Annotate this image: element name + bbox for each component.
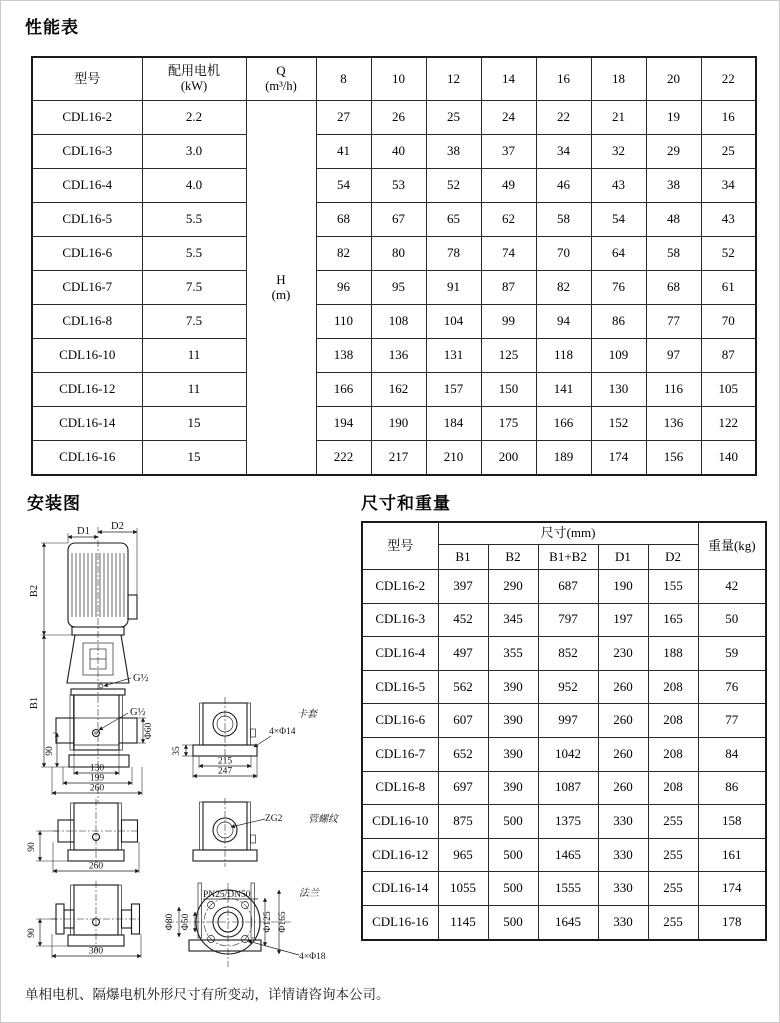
cell-head: 67	[371, 203, 426, 237]
performance-table-header	[32, 57, 756, 101]
dim-90-3-label: 90	[27, 928, 37, 938]
cell-model: CDL16-12	[32, 373, 142, 407]
cell-weight: 59	[698, 637, 766, 671]
header-row	[32, 57, 756, 101]
g-half-mid-label: G½	[130, 707, 146, 718]
cell-power: 5.5	[142, 237, 246, 271]
table-row	[362, 737, 766, 771]
cell-d2: 208	[648, 670, 698, 704]
cell-head: 24	[481, 101, 536, 135]
cell-d1: 260	[598, 704, 648, 738]
cell-head: 32	[591, 135, 646, 169]
installation-section-title: 安装图	[27, 494, 81, 513]
cell-head: 22	[536, 101, 591, 135]
cell-head: 217	[371, 441, 426, 476]
cell-b1: 697	[438, 771, 488, 805]
cell-head: 109	[591, 339, 646, 373]
cell-head: 53	[371, 169, 426, 203]
cell-head: 97	[646, 339, 701, 373]
thread-connection-label: 管螺纹	[308, 814, 338, 825]
cell-head: 91	[426, 271, 481, 305]
q-unit: (m³/h)	[265, 79, 297, 94]
col-header-weight: 重量(kg)	[698, 522, 766, 570]
cell-b1: 875	[438, 805, 488, 839]
table-row	[362, 637, 766, 671]
flange-detail-view	[165, 883, 326, 967]
cell-head: 54	[316, 169, 371, 203]
cell-head: 110	[316, 305, 371, 339]
cell-head: 152	[591, 407, 646, 441]
cell-head: 78	[426, 237, 481, 271]
cell-model: CDL16-8	[32, 305, 142, 339]
cell-d1: 330	[598, 838, 648, 872]
cell-head: 94	[536, 305, 591, 339]
cell-d2: 208	[648, 771, 698, 805]
cell-b2: 500	[488, 905, 538, 939]
cell-d1: 260	[598, 771, 648, 805]
cell-model: CDL16-3	[362, 603, 438, 637]
performance-section-title: 性能表	[25, 18, 79, 37]
h-label: H	[276, 271, 286, 287]
dim-130-label: 130	[89, 763, 105, 774]
table-row	[362, 805, 766, 839]
cell-b1b2: 952	[538, 670, 598, 704]
dim-phi165-label: Φ165	[278, 911, 288, 933]
cell-b1b2: 1375	[538, 805, 598, 839]
cell-power: 11	[142, 373, 246, 407]
performance-table-body	[32, 101, 756, 476]
cell-head: 131	[426, 339, 481, 373]
cell-head: 82	[536, 271, 591, 305]
cell-head: 76	[591, 271, 646, 305]
cell-model: CDL16-10	[32, 339, 142, 373]
cell-head: 16	[701, 101, 756, 135]
cell-head: 43	[701, 203, 756, 237]
cell-power: 5.5	[142, 203, 246, 237]
cell-head: 99	[481, 305, 536, 339]
cell-d1: 260	[598, 737, 648, 771]
cell-b2: 390	[488, 737, 538, 771]
cell-weight: 86	[698, 771, 766, 805]
cell-head: 166	[536, 407, 591, 441]
cell-b1b2: 1087	[538, 771, 598, 805]
table-row	[32, 169, 756, 203]
col-header-flow	[246, 57, 316, 101]
cell-weight: 50	[698, 603, 766, 637]
sub-col-b2: B2	[488, 545, 538, 570]
pump-base-view-1	[27, 799, 140, 873]
cell-head: 189	[536, 441, 591, 476]
cell-head: 38	[426, 135, 481, 169]
cell-d2: 155	[648, 570, 698, 604]
table-row	[362, 838, 766, 872]
cell-head: 37	[481, 135, 536, 169]
cell-d2: 165	[648, 603, 698, 637]
cell-model: CDL16-5	[362, 670, 438, 704]
cell-weight: 76	[698, 670, 766, 704]
cell-model: CDL16-14	[32, 407, 142, 441]
cell-b1: 607	[438, 704, 488, 738]
table-row	[362, 771, 766, 805]
cell-head: 26	[371, 101, 426, 135]
cell-b1b2: 1645	[538, 905, 598, 939]
cell-b1b2: 797	[538, 603, 598, 637]
cell-model: CDL16-3	[32, 135, 142, 169]
dimensions-table-body	[362, 570, 766, 940]
cell-b1b2: 852	[538, 637, 598, 671]
flow-col: 18	[591, 57, 646, 101]
cell-d2: 208	[648, 737, 698, 771]
cell-power: 15	[142, 407, 246, 441]
dimensions-section-title: 尺寸和重量	[361, 494, 451, 513]
cell-head: 136	[646, 407, 701, 441]
cell-head: 190	[371, 407, 426, 441]
cell-b1: 652	[438, 737, 488, 771]
col-header-motor	[142, 57, 246, 101]
dim-199-label: 199	[89, 773, 105, 784]
cell-weight: 174	[698, 872, 766, 906]
cell-b2: 500	[488, 838, 538, 872]
col-header-size: 尺寸(mm)	[438, 522, 698, 545]
h-unit: (m)	[271, 286, 291, 302]
performance-table	[31, 56, 757, 476]
footer-note: 单相电机、隔爆电机外形尺寸有所变动，详情请咨询本公司。	[25, 987, 390, 1002]
holes-14-label: 4×Φ14	[269, 727, 296, 737]
cell-head: 80	[371, 237, 426, 271]
cell-head: 140	[701, 441, 756, 476]
cell-head: 141	[536, 373, 591, 407]
cell-model: CDL16-12	[362, 838, 438, 872]
cell-model: CDL16-6	[362, 704, 438, 738]
front-elevation-view	[29, 521, 154, 803]
sub-col-d2: D2	[648, 545, 698, 570]
table-row	[32, 441, 756, 476]
cell-head: 65	[426, 203, 481, 237]
cell-head: 27	[316, 101, 371, 135]
cell-model: CDL16-2	[362, 570, 438, 604]
cell-head: 29	[646, 135, 701, 169]
cell-head: 210	[426, 441, 481, 476]
col-header-model: 型号	[362, 522, 438, 570]
cell-d1: 330	[598, 872, 648, 906]
cell-head: 108	[371, 305, 426, 339]
cell-d1: 260	[598, 670, 648, 704]
dim-d2-label: D2	[111, 521, 124, 532]
cell-head: 125	[481, 339, 536, 373]
cell-model: CDL16-4	[362, 637, 438, 671]
cell-b1b2: 1555	[538, 872, 598, 906]
cell-weight: 161	[698, 838, 766, 872]
cell-b1: 965	[438, 838, 488, 872]
dim-90-2-label: 90	[27, 842, 37, 852]
cell-b1b2: 997	[538, 704, 598, 738]
cell-head: 184	[426, 407, 481, 441]
cell-d1: 230	[598, 637, 648, 671]
cell-b2: 390	[488, 670, 538, 704]
cell-head: 52	[701, 237, 756, 271]
cell-head: 96	[316, 271, 371, 305]
cell-head: 162	[371, 373, 426, 407]
cell-power: 15	[142, 441, 246, 476]
cell-model: CDL16-2	[32, 101, 142, 135]
cell-head: 70	[536, 237, 591, 271]
cell-head: 105	[701, 373, 756, 407]
cell-head: 118	[536, 339, 591, 373]
sub-col-b1b2: B1+B2	[538, 545, 598, 570]
cell-head: 58	[536, 203, 591, 237]
cell-head: 40	[371, 135, 426, 169]
flow-col: 16	[536, 57, 591, 101]
cell-head: 19	[646, 101, 701, 135]
cell-head: 34	[536, 135, 591, 169]
table-row	[32, 305, 756, 339]
sub-col-b1: B1	[438, 545, 488, 570]
cell-model: CDL16-6	[32, 237, 142, 271]
cell-head: 222	[316, 441, 371, 476]
cell-power: 7.5	[142, 305, 246, 339]
cell-head: 130	[591, 373, 646, 407]
cell-head: 87	[701, 339, 756, 373]
cell-d2: 255	[648, 905, 698, 939]
flow-col: 14	[481, 57, 536, 101]
dim-phi50-label: Φ50	[181, 913, 191, 931]
dim-phi60-label: Φ60	[144, 722, 154, 740]
cell-head: 136	[371, 339, 426, 373]
flow-col: 12	[426, 57, 481, 101]
flow-col: 20	[646, 57, 701, 101]
cell-head: 194	[316, 407, 371, 441]
cell-head: 174	[591, 441, 646, 476]
cell-head: 138	[316, 339, 371, 373]
cell-head: 166	[316, 373, 371, 407]
flow-col: 22	[701, 57, 756, 101]
flow-col: 8	[316, 57, 371, 101]
cell-head: 54	[591, 203, 646, 237]
cell-d1: 190	[598, 570, 648, 604]
cell-model: CDL16-5	[32, 203, 142, 237]
cell-head: 49	[481, 169, 536, 203]
table-row	[32, 135, 756, 169]
head-unit-cell	[246, 101, 316, 476]
cell-b1b2: 687	[538, 570, 598, 604]
installation-diagram	[27, 515, 357, 975]
dimensions-table-header	[362, 522, 766, 570]
cell-power: 11	[142, 339, 246, 373]
cell-head: 62	[481, 203, 536, 237]
cell-head: 38	[646, 169, 701, 203]
header-row	[362, 522, 766, 545]
cell-model: CDL16-8	[362, 771, 438, 805]
cell-head: 43	[591, 169, 646, 203]
cell-head: 122	[701, 407, 756, 441]
dim-b1-label: B1	[29, 696, 40, 710]
cell-head: 104	[426, 305, 481, 339]
dim-260-2-label: 260	[88, 861, 104, 872]
dim-b2-label: B2	[29, 584, 40, 598]
table-row	[362, 905, 766, 939]
cell-power: 7.5	[142, 271, 246, 305]
dim-phi80-label: Φ80	[165, 913, 175, 931]
clamp-connection-label: 卡套	[297, 709, 317, 720]
cell-model: CDL16-7	[32, 271, 142, 305]
cell-d2: 188	[648, 637, 698, 671]
cell-model: CDL16-4	[32, 169, 142, 203]
cell-head: 77	[646, 305, 701, 339]
dim-90-label: 90	[45, 746, 55, 756]
pump-base-view-2	[27, 881, 142, 958]
cell-weight: 158	[698, 805, 766, 839]
table-row	[362, 704, 766, 738]
cell-model: CDL16-16	[362, 905, 438, 939]
cell-head: 116	[646, 373, 701, 407]
cell-head: 70	[701, 305, 756, 339]
flange-connection-label: 法兰	[299, 888, 319, 899]
table-row	[362, 872, 766, 906]
thread-connection-view	[193, 798, 340, 867]
col-header-model: 型号	[32, 57, 142, 101]
dim-phi125-label: Φ125	[263, 911, 273, 933]
cell-b2: 500	[488, 805, 538, 839]
cell-d1: 330	[598, 805, 648, 839]
cell-head: 200	[481, 441, 536, 476]
dim-215-label: 215	[217, 756, 233, 767]
cell-b1b2: 1042	[538, 737, 598, 771]
cell-d2: 255	[648, 805, 698, 839]
cell-head: 68	[646, 271, 701, 305]
table-row	[32, 101, 756, 135]
cell-head: 157	[426, 373, 481, 407]
table-row	[362, 670, 766, 704]
cell-head: 61	[701, 271, 756, 305]
motor-label: 配用电机	[167, 63, 220, 79]
table-row	[32, 237, 756, 271]
cell-head: 58	[646, 237, 701, 271]
dim-260-label: 260	[89, 783, 105, 794]
cell-head: 41	[316, 135, 371, 169]
dim-d1-label: D1	[77, 526, 90, 537]
cell-head: 64	[591, 237, 646, 271]
cell-model: CDL16-14	[362, 872, 438, 906]
cell-head: 95	[371, 271, 426, 305]
holes-18-label: 4×Φ18	[299, 952, 326, 962]
dim-300-label: 300	[88, 946, 104, 957]
cell-weight: 178	[698, 905, 766, 939]
cell-power: 2.2	[142, 101, 246, 135]
cell-head: 21	[591, 101, 646, 135]
cell-b1: 397	[438, 570, 488, 604]
cell-head: 25	[426, 101, 481, 135]
sub-col-d1: D1	[598, 545, 648, 570]
zg2-label: ZG2	[265, 814, 283, 824]
clamp-connection-view	[172, 697, 319, 778]
q-label: Q	[276, 63, 286, 79]
cell-head: 34	[701, 169, 756, 203]
cell-b2: 355	[488, 637, 538, 671]
cell-d2: 255	[648, 838, 698, 872]
cell-weight: 42	[698, 570, 766, 604]
cell-b1: 1055	[438, 872, 488, 906]
cell-power: 3.0	[142, 135, 246, 169]
cell-head: 156	[646, 441, 701, 476]
cell-head: 175	[481, 407, 536, 441]
cell-b1: 452	[438, 603, 488, 637]
table-row	[362, 570, 766, 604]
table-row	[32, 203, 756, 237]
table-row	[32, 373, 756, 407]
cell-model: CDL16-16	[32, 441, 142, 476]
cell-head: 150	[481, 373, 536, 407]
cell-weight: 77	[698, 704, 766, 738]
cell-head: 68	[316, 203, 371, 237]
cell-head: 25	[701, 135, 756, 169]
table-row	[362, 603, 766, 637]
cell-d2: 255	[648, 872, 698, 906]
cell-b2: 500	[488, 872, 538, 906]
dim-35-label: 35	[172, 746, 182, 756]
cell-b2: 345	[488, 603, 538, 637]
cell-d1: 197	[598, 603, 648, 637]
cell-b2: 390	[488, 704, 538, 738]
cell-power: 4.0	[142, 169, 246, 203]
cell-b1: 1145	[438, 905, 488, 939]
cell-model: CDL16-7	[362, 737, 438, 771]
cell-d2: 208	[648, 704, 698, 738]
cell-head: 48	[646, 203, 701, 237]
cell-model: CDL16-10	[362, 805, 438, 839]
cell-head: 74	[481, 237, 536, 271]
dimensions-table	[361, 521, 767, 941]
g-half-top-label: G½	[133, 673, 149, 684]
pn-dn-label: PN25/DN50	[203, 890, 251, 900]
cell-b1: 497	[438, 637, 488, 671]
table-row	[32, 407, 756, 441]
flow-col: 10	[371, 57, 426, 101]
table-row	[32, 271, 756, 305]
table-row	[32, 339, 756, 373]
cell-head: 82	[316, 237, 371, 271]
cell-b1b2: 1465	[538, 838, 598, 872]
cell-b1: 562	[438, 670, 488, 704]
cell-head: 86	[591, 305, 646, 339]
motor-unit: (kW)	[180, 79, 208, 94]
cell-b2: 290	[488, 570, 538, 604]
cell-head: 46	[536, 169, 591, 203]
cell-head: 87	[481, 271, 536, 305]
cell-weight: 84	[698, 737, 766, 771]
cell-head: 52	[426, 169, 481, 203]
dim-247-label: 247	[217, 766, 233, 777]
cell-b2: 390	[488, 771, 538, 805]
cell-d1: 330	[598, 905, 648, 939]
